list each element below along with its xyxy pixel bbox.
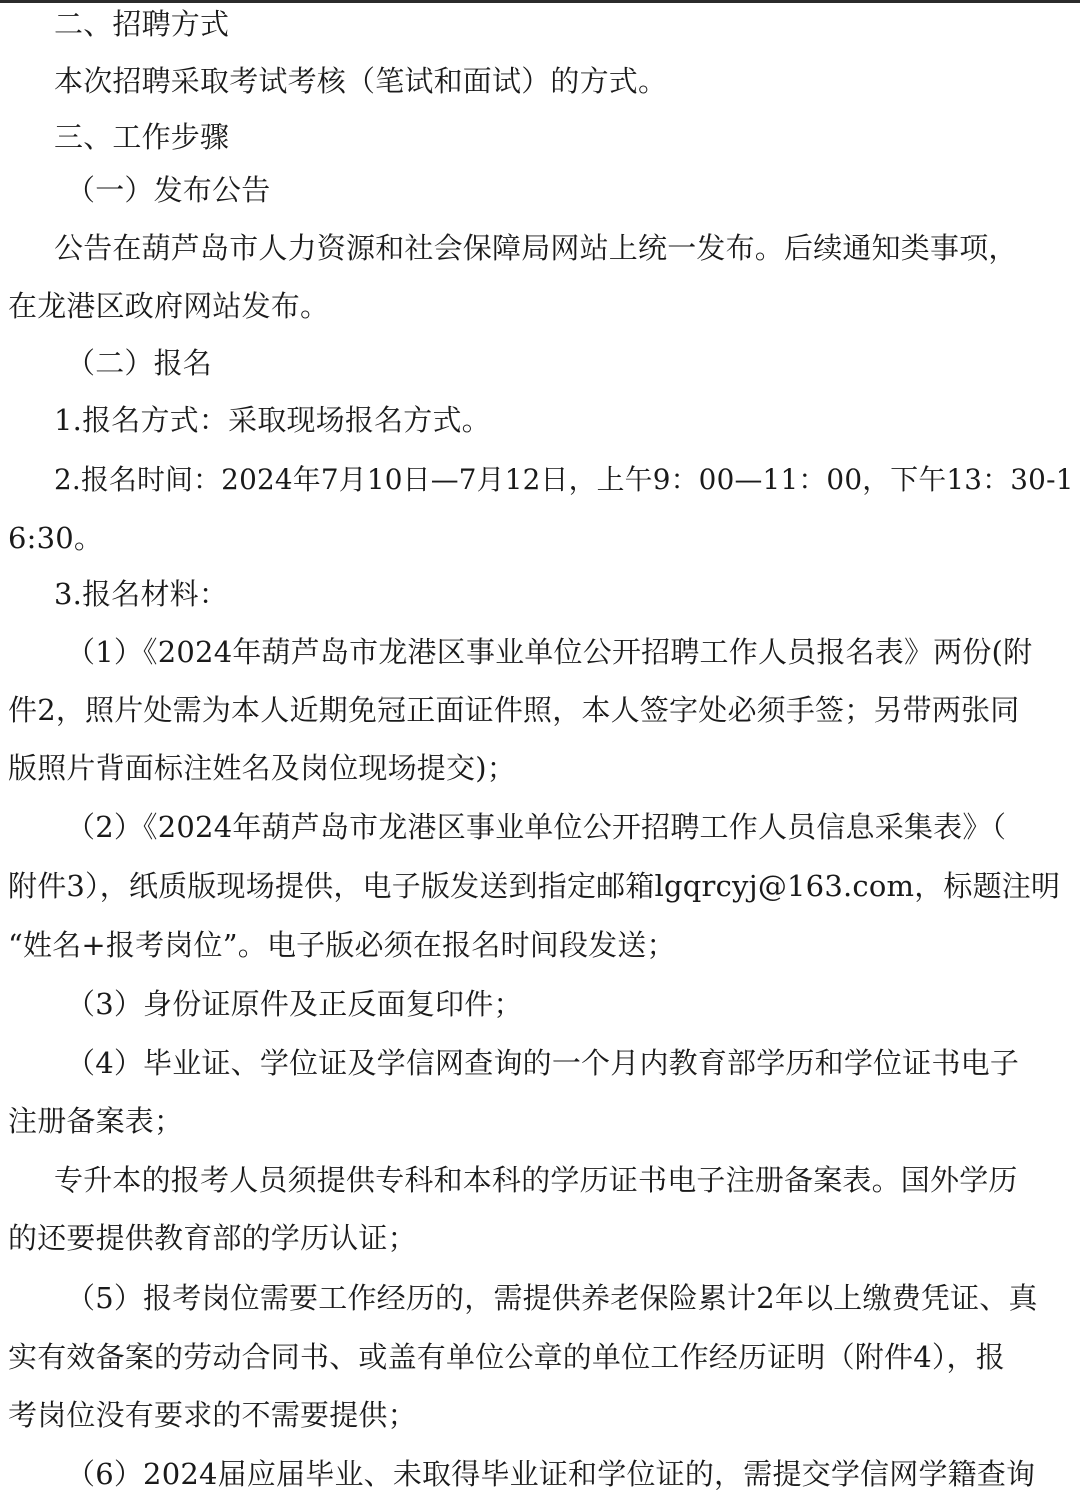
list-item-registration-method: 1.报名方式：采取现场报名方式。	[54, 403, 491, 437]
materials-item-6: （6）2024届应届毕业、未取得毕业证和学位证的，需提交学信网学籍查询	[66, 1457, 1036, 1491]
materials-item-1: （1）《2024年葫芦岛市龙港区事业单位公开招聘工作人员报名表》两份(附	[66, 635, 1033, 669]
paragraph-line-email: 附件3），纸质版现场提供，电子版发送到指定邮箱lgqrcyj@163.com，标题注明	[8, 869, 1061, 903]
paragraph-line: 版照片背面标注姓名及岗位现场提交)；	[8, 751, 516, 785]
paragraph-line: “姓名+报考岗位”。电子版必须在报名时间段发送；	[8, 928, 676, 962]
paragraph-line: 专升本的报考人员须提供专科和本科的学历证书电子注册备案表。国外学历	[54, 1163, 1018, 1197]
list-item-registration-materials: 3.报名材料：	[54, 577, 229, 611]
paragraph-line: 本次招聘采取考试考核（笔试和面试）的方式。	[54, 64, 668, 98]
paragraph-line: 实有效备案的劳动合同书、或盖有单位公章的单位工作经历证明（附件4），报	[8, 1340, 1005, 1374]
subsection-heading-announcement: （一）发布公告	[66, 173, 271, 207]
paragraph-line: 的还要提供教育部的学历认证；	[8, 1221, 417, 1255]
materials-item-5: （5）报考岗位需要工作经历的，需提供养老保险累计2年以上缴费凭证、真	[66, 1281, 1038, 1315]
paragraph-line: 6:30。	[8, 521, 104, 555]
top-border	[0, 0, 1080, 3]
materials-item-3: （3）身份证原件及正反面复印件；	[66, 987, 523, 1021]
paragraph-line: 在龙港区政府网站发布。	[8, 289, 330, 323]
paragraph-line: 考岗位没有要求的不需要提供；	[8, 1398, 417, 1432]
paragraph-line: 注册备案表；	[8, 1104, 184, 1138]
section-heading-work-steps: 三、工作步骤	[54, 120, 230, 154]
subsection-heading-registration: （二）报名	[66, 346, 213, 380]
paragraph-line: 件2，照片处需为本人近期免冠正面证件照，本人签字处必须手签；另带两张同	[8, 693, 1020, 727]
paragraph-line: 公告在葫芦岛市人力资源和社会保障局网站上统一发布。后续通知类事项，	[54, 231, 1018, 265]
section-heading-recruitment-method: 二、招聘方式	[54, 7, 230, 41]
materials-item-4: （4）毕业证、学位证及学信网查询的一个月内教育部学历和学位证书电子	[66, 1046, 1020, 1080]
materials-item-2: （2）《2024年葫芦岛市龙港区事业单位公开招聘工作人员信息采集表》（	[66, 810, 1007, 844]
list-item-registration-time: 2.报名时间：2024年7月10日—7月12日，上午9：00—11：00，下午13：30-1	[54, 463, 1074, 496]
